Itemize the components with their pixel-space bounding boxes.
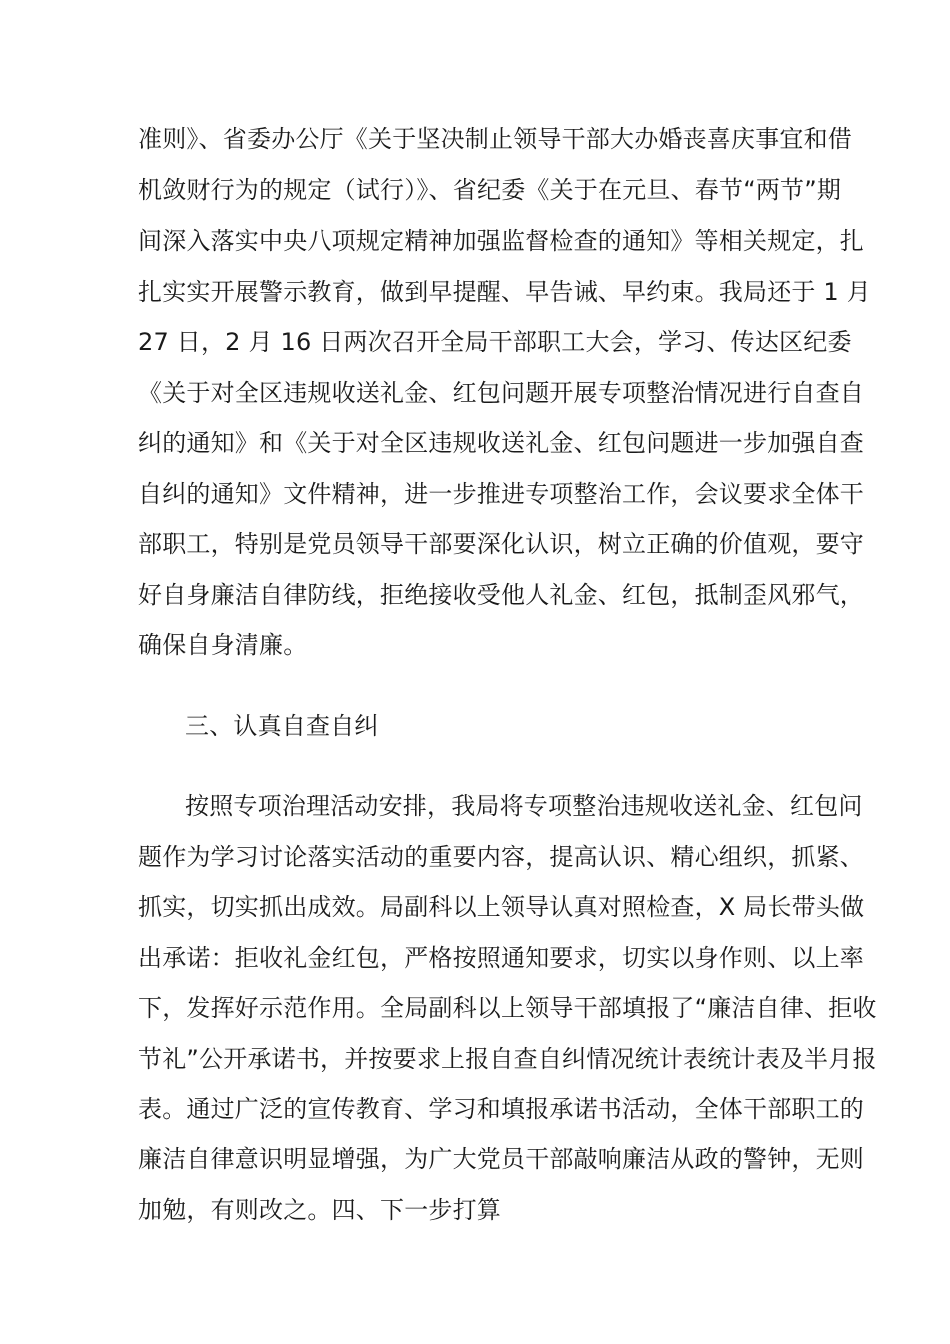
paragraph-line: 出承诺：拒收礼金红包，严格按照通知要求，切实以身作则、以上率 <box>138 944 864 972</box>
paragraph-line: 加勉，有则改之。四、下一步打算 <box>138 1196 501 1224</box>
paragraph-line: 纠的通知》和《关于对全区违规收送礼金、红包问题进一步加强自查 <box>138 429 864 457</box>
paragraph-line: 准则》、省委办公厅《关于坚决制止领导干部大办婚丧喜庆事宜和借 <box>138 125 852 153</box>
paragraph-line: 自纠的通知》文件精神，进一步推进专项整治工作，会议要求全体干 <box>138 480 864 508</box>
paragraph-line: 按照专项治理活动安排，我局将专项整治违规收送礼金、红包问 <box>185 792 863 820</box>
paragraph-line: 好自身廉洁自律防线，拒绝接收受他人礼金、红包，抵制歪风邪气， <box>138 581 864 609</box>
paragraph-line: 廉洁自律意识明显增强，为广大党员干部敲响廉洁从政的警钟，无则 <box>138 1145 864 1173</box>
paragraph-line: 《关于对全区违规收送礼金、红包问题开展专项整治情况进行自查自 <box>138 379 864 407</box>
paragraph-line: 题作为学习讨论落实活动的重要内容，提高认识、精心组织，抓紧、 <box>138 843 864 871</box>
paragraph-line: 扎实实开展警示教育，做到早提醒、早告诫、早约束。我局还于 1 月 <box>138 278 871 306</box>
paragraph-line: 抓实，切实抓出成效。局副科以上领导认真对照检查，X 局长带头做 <box>138 893 865 921</box>
paragraph-line: 确保自身清廉。 <box>138 631 308 659</box>
paragraph-line: 部职工，特别是党员领导干部要深化认识，树立正确的价值观，要守 <box>138 530 864 558</box>
paragraph-line: 机敛财行为的规定（试行）》、省纪委《关于在元旦、春节“两节”期 <box>138 176 842 204</box>
paragraph-line: 间深入落实中央八项规定精神加强监督检查的通知》等相关规定，扎 <box>138 227 864 255</box>
section-heading: 三、认真自查自纠 <box>185 712 379 740</box>
paragraph-line: 27 日，2 月 16 日两次召开全局干部职工大会，学习、传达区纪委 <box>138 328 852 356</box>
paragraph-line: 下，发挥好示范作用。全局副科以上领导干部填报了“廉洁自律、拒收 <box>138 994 877 1022</box>
paragraph-line: 节礼”公开承诺书，并按要求上报自查自纠情况统计表统计表及半月报 <box>138 1045 877 1073</box>
paragraph-line: 表。通过广泛的宣传教育、学习和填报承诺书活动，全体干部职工的 <box>138 1095 864 1123</box>
